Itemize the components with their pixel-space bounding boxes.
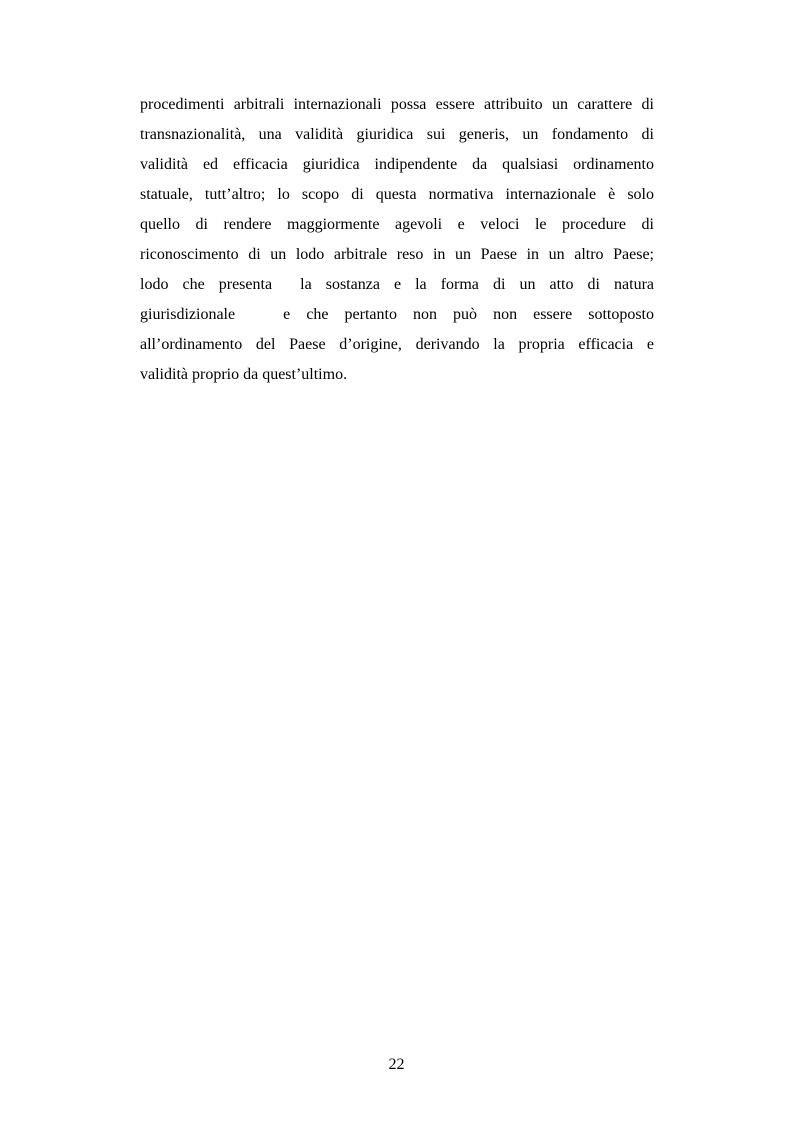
page-number: 22 [388, 1056, 405, 1073]
paragraph-line: giurisdizionale e che pertanto non può non essere sottoposto [140, 306, 654, 323]
paragraph-line: validità ed efficacia giuridica indipendente da qualsiasi ordinamento [140, 156, 654, 173]
paragraph-line: statuale, tutt’altro; lo scopo di questa normativa internazionale è solo [140, 186, 654, 203]
paragraph-line: procedimenti arbitrali internazionali possa essere attribuito un carattere di [140, 96, 654, 113]
body-paragraph [140, 90, 654, 390]
paragraph-line: validità proprio da quest’ultimo. [140, 366, 348, 383]
paragraph-line: quello di rendere maggiormente agevoli e veloci le procedure di [140, 216, 654, 233]
paragraph-line: lodo che presenta la sostanza e la forma di un atto di natura [140, 276, 654, 293]
paragraph-line: all’ordinamento del Paese d’origine, derivando la propria efficacia e [140, 336, 654, 353]
paragraph-line: riconoscimento di un lodo arbitrale reso in un Paese in un altro Paese; [140, 246, 654, 263]
paragraph-line: transnazionalità, una validità giuridica sui generis, un fondamento di [140, 126, 654, 143]
